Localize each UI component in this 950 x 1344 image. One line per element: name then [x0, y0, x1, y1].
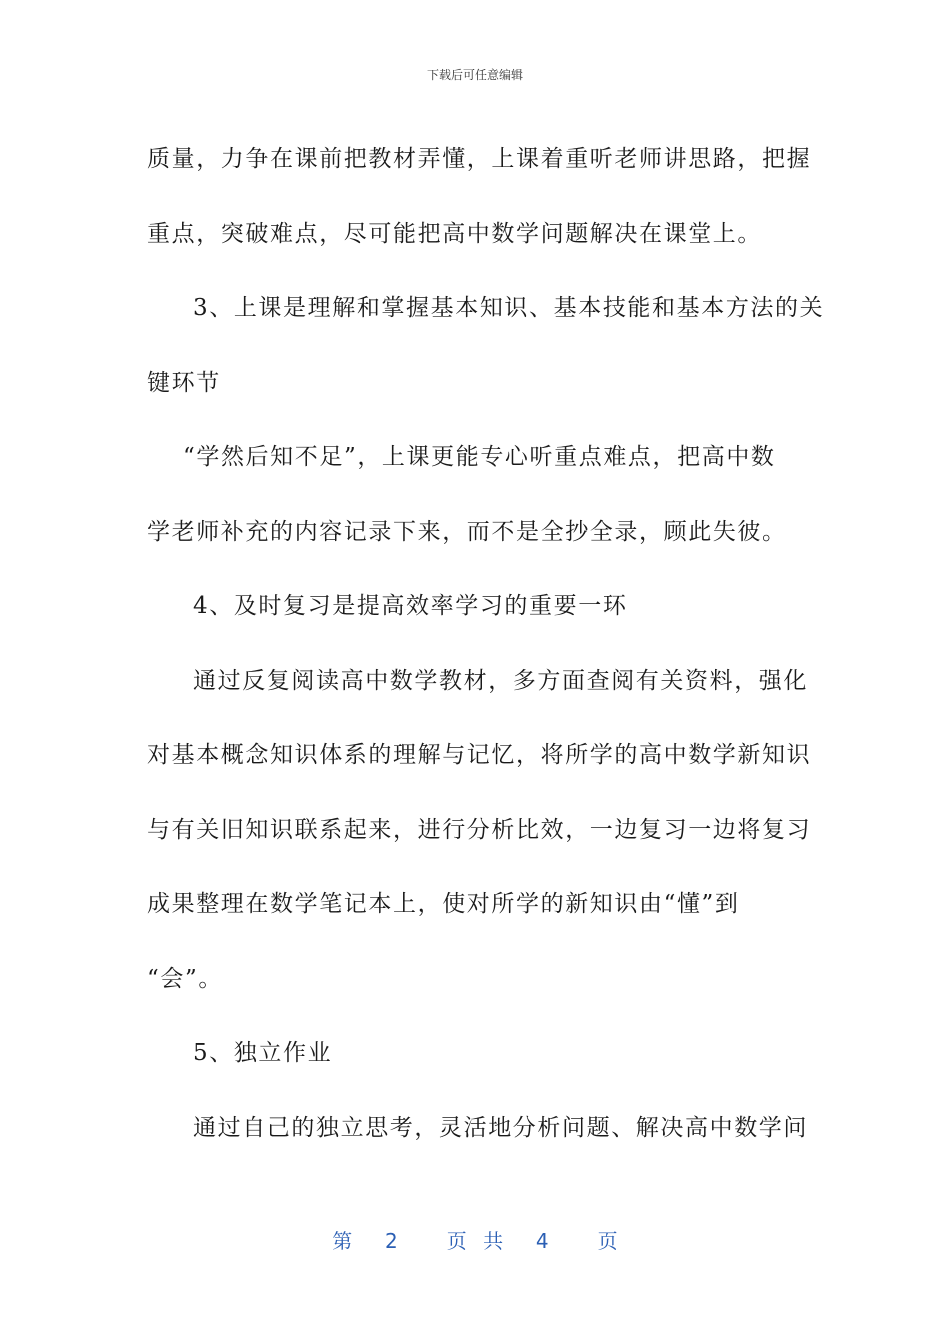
body-line: 成果整理在数学笔记本上，使对所学的新知识由“懂”到	[147, 891, 740, 917]
section-heading-continued: 键环节	[147, 369, 221, 396]
section-heading: 3、上课是理解和掌握基本知识、基本技能和基本方法的关	[193, 295, 825, 321]
body-line: 通过自己的独立思考，灵活地分析问题、解决高中数学问	[193, 1114, 808, 1141]
body-line: 质量，力争在课前把教材弄懂，上课着重听老师讲思路，把握	[147, 146, 812, 172]
body-line: “会”。	[147, 965, 223, 992]
section-heading: 4、及时复习是提高效率学习的重要一环	[193, 593, 628, 619]
page-header: 下载后可任意编辑	[426, 68, 523, 82]
page-number: 第 2 页 共 4 页	[332, 1229, 618, 1253]
body-line: 重点，突破难点，尽可能把高中数学问题解决在课堂上。	[147, 220, 762, 247]
page-footer	[0, 1225, 950, 1254]
body-line: 学老师补充的内容记录下来，而不是全抄全录，顾此失彼。	[147, 518, 787, 545]
body-line: 通过反复阅读高中数学教材，多方面查阅有关资料，强化	[193, 667, 808, 694]
section-heading: 5、独立作业	[193, 1040, 333, 1066]
document-body	[147, 122, 825, 1165]
body-line: “学然后知不足”，上课更能专心听重点难点，把高中数	[183, 444, 776, 470]
body-line: 对基本概念知识体系的理解与记忆，将所学的高中数学新知识	[147, 742, 812, 768]
body-line: 与有关旧知识联系起来，进行分析比效，一边复习一边将复习	[147, 816, 812, 843]
